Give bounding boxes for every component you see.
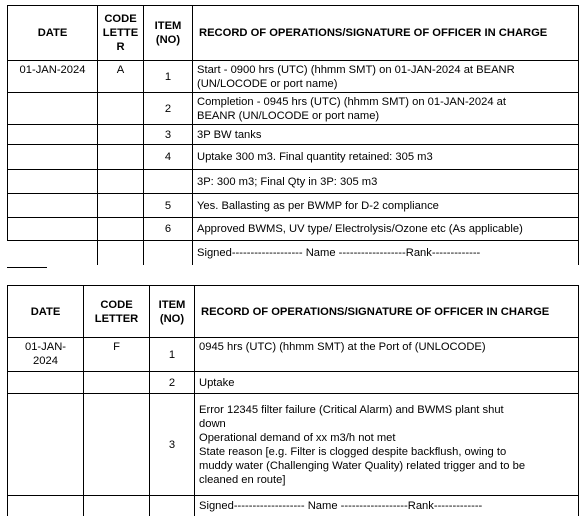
date-cell [8,194,98,218]
empty-cell [150,496,195,516]
table-row [8,372,579,394]
code-letter-cell [84,372,150,394]
record-line: down [199,417,226,430]
code-letter-column-header [84,286,150,338]
code-header-line: R [116,41,125,53]
record-line: Yes. Ballasting as per BWMP for D-2 compliance [197,199,439,212]
record-line: Error 12345 filter failure (Critical Alarm) and BWMS plant shut [199,403,504,416]
record-column-header: RECORD OF OPERATIONS/SIGNATURE OF OFFICER IN CHARGE [195,286,579,338]
item-number-cell: 2 [144,93,193,125]
code-letter-column-header [98,6,144,61]
record-cell [195,338,579,372]
date-cell [8,93,98,125]
empty-cell [8,496,84,516]
signature-row [8,496,579,516]
table-row [8,93,579,125]
record-line: Completion - 0945 hrs (UTC) (hhmm SMT) on 01-JAN-2024 at [197,95,507,108]
date-cell [8,394,84,496]
date-cell: 01-JAN-2024 [8,61,98,93]
date-line: 2024 [33,355,58,367]
item-number-cell: 1 [150,338,195,372]
record-cell [195,372,579,394]
date-cell [8,125,98,145]
code-header-line: CODE [100,298,133,311]
ballast-log-table-1 [7,5,579,265]
item-number-cell: 1 [144,61,193,93]
signature-row [8,241,579,265]
table-1-bottom-rule [7,267,47,268]
item-number-cell: 3 [150,394,195,496]
code-letter-cell: A [98,61,144,93]
table-row [8,170,579,194]
code-header-line: LETTER [94,312,139,325]
code-header-line: CODE [104,13,137,25]
record-cell [193,125,579,145]
item-number-cell: 3 [144,125,193,145]
record-cell [193,93,579,125]
record-line: 0945 hrs (UTC) (hhmm SMT) at the Port of (UNLOCODE) [199,341,486,353]
code-letter-cell [98,125,144,145]
item-header-line: (NO) [159,312,185,325]
item-number-cell: 5 [144,194,193,218]
record-line: Operational demand of xx m3/h not met [199,431,396,444]
item-number-cell: 4 [144,145,193,170]
record-cell [193,170,579,194]
empty-cell [98,241,144,265]
record-line: Approved BWMS, UV type/ Electrolysis/Ozone etc (As applicable) [197,223,523,235]
table-row [8,394,579,496]
record-line: BEANR (UN/LOCODE or port name) [197,109,380,122]
item-number-cell: 6 [144,218,193,241]
record-line: Start - 0900 hrs (UTC) (hhmm SMT) on 01-JAN-2024 at BEANR [197,63,515,76]
item-header-line: (NO) [155,34,181,46]
record-line: 3P BW tanks [197,128,262,141]
date-cell [8,372,84,394]
code-letter-cell: F [84,338,150,372]
record-line: Uptake [199,376,235,389]
signature-line: Signed------------------- Name ------------------Rank------------- [193,241,579,265]
record-line: 3P: 300 m3; Final Qty in 3P: 305 m3 [197,175,378,188]
date-cell [8,338,84,372]
date-column-header: DATE [8,6,98,61]
record-line: (UN/LOCODE or port name) [197,77,338,90]
record-cell [193,218,579,241]
record-column-header: RECORD OF OPERATIONS/SIGNATURE OF OFFICER IN CHARGE [193,6,579,61]
item-column-header [144,6,193,61]
record-cell [193,194,579,218]
table-row [8,125,579,145]
code-letter-cell [84,394,150,496]
record-line: State reason [e.g. Filter is clogged despite backflush, owing to [199,445,507,458]
table-row [8,61,579,93]
code-letter-cell [98,194,144,218]
record-cell [193,145,579,170]
date-cell [8,145,98,170]
code-letter-cell [98,170,144,194]
empty-cell [8,241,98,265]
table-row [8,194,579,218]
date-column-header: DATE [8,286,84,338]
code-letter-cell [98,93,144,125]
record-line: Uptake 300 m3. Final quantity retained: 305 m3 [197,151,433,163]
code-letter-cell [98,145,144,170]
table-row [8,338,579,372]
date-cell [8,170,98,194]
record-line: muddy water (Challenging Water Quality) related trigger and to be [199,459,526,472]
table-header-row [8,6,579,61]
empty-cell [84,496,150,516]
item-header-line: ITEM [154,20,182,32]
empty-cell [144,241,193,265]
ballast-log-table-2 [7,285,579,516]
date-line: 01-JAN- [24,341,67,353]
signature-line: Signed------------------- Name ------------------Rank------------- [195,496,579,516]
table-row [8,145,579,170]
record-cell [193,61,579,93]
item-header-line: ITEM [158,298,186,311]
record-cell [195,394,579,496]
code-letter-cell [98,218,144,241]
item-number-cell [144,170,193,194]
date-cell [8,218,98,241]
code-header-line: LETTE [102,27,139,39]
record-line: cleaned en route] [199,473,286,486]
table-header-row [8,286,579,338]
item-column-header [150,286,195,338]
table-row [8,218,579,241]
item-number-cell: 2 [150,372,195,394]
